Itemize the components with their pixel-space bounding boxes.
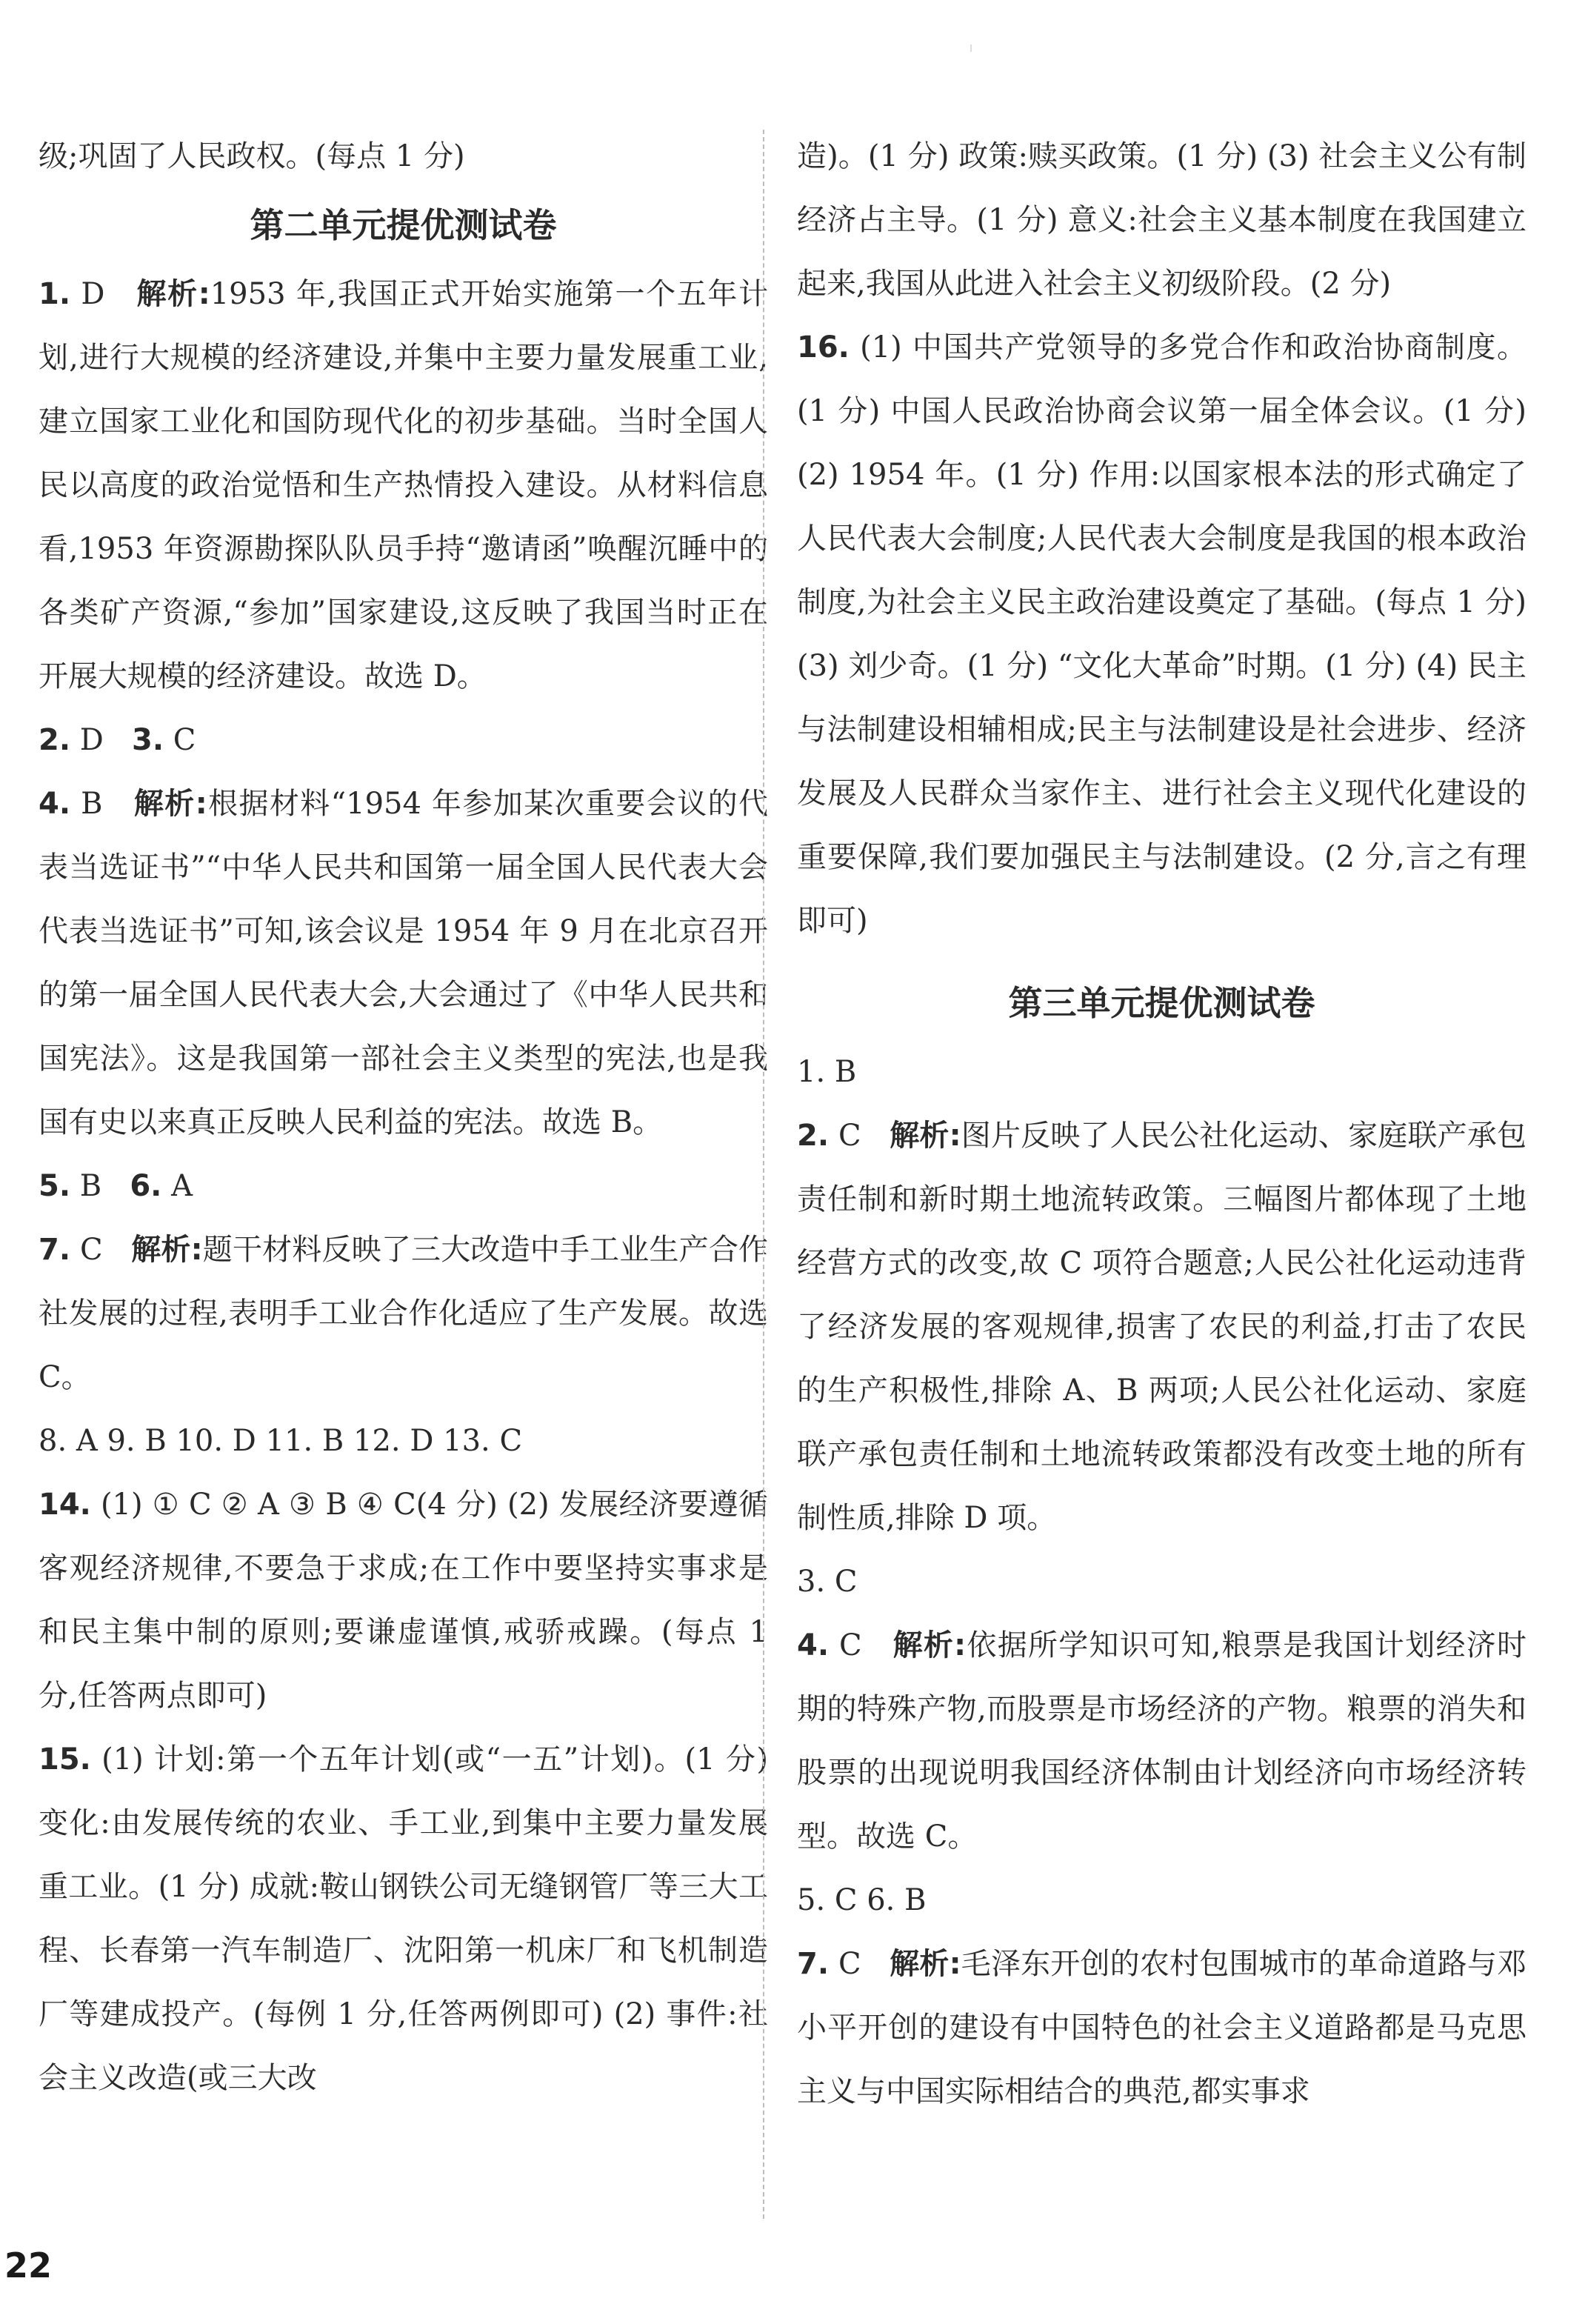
answer-item-15: 15. (1) 计划:第一个五年计划(或“一五”计划)。(1 分) 变化:由发展传统的农业、手工业,到集中主要力量发展重工业。(1 分) 成就:鞍山钢铁公司无缝钢管厂等三大工程、长春第一汽车制造厂、沈阳第一机床厂和飞机制造厂等建成投产。(每例 1 分,任答两例即可) (2) 事件:社会主义改造(或三大改 <box>39 1742 768 2095</box>
answer-item-4: 4. B 解析:根据材料“1954 年参加某次重要会议的代表当选证书”“中华人民共和国第一届全国人民代表大会代表当选证书”可知,该会议是 1954 年 9 月在北京召开的第一届全国人民代表大会,大会通过了《中华人民共和国宪法》。这是我国第一部社会主义类型的宪法,也是我国有史以来真正反映人民利益的宪法。故选 B。 <box>39 787 769 1139</box>
column-divider <box>763 130 764 2219</box>
left-column <box>39 124 768 2110</box>
answer-item-2-3: 2. D 3. C <box>39 723 196 757</box>
right-intro: 造)。(1 分) 政策:赎买政策。(1 分) (3) 社会主义公有制经济占主导。(1 分) 意义:社会主义基本制度在我国建立起来,我国从此进入社会主义初级阶段。(2 分) <box>797 139 1526 301</box>
right-column <box>797 124 1526 2123</box>
top-mark <box>970 44 972 52</box>
page-number: 22 <box>4 2245 53 2285</box>
unit3-answer-item-4: 4. C 解析:依据所学知识可知,粮票是我国计划经济时期的特殊产物,而股票是市场经济的产物。粮票的消失和股票的出现说明我国经济体制由计划经济向市场经济转型。故选 C。 <box>797 1628 1527 1854</box>
answer-item-16: 16. (1) 中国共产党领导的多党合作和政治协商制度。(1 分) 中国人民政治协商会议第一届全体会议。(1 分) (2) 1954 年。(1 分) 作用:以国家根本法的形式确定了人民代表大会制度;人民代表大会制度是我国的根本政治制度,为社会主义民主政治建设奠定了基础。(每点 1 分) (3) 刘少奇。(1 分) “文化大革命”时期。(1 分) (4) 民主与法制建设相辅相成;民主与法制建设是社会进步、经济发展及人民群众当家作主、进行社会主义现代化建设的重要保障,我们要加强民主与法制建设。(2 分,言之有理即可) <box>797 330 1527 938</box>
unit-3-heading: 第三单元提优测试卷 <box>1008 983 1315 1023</box>
answer-item-1: 1. D 解析:1953 年,我国正式开始实施第一个五年计划,进行大规模的经济建设,并集中主要力量发展重工业,建立国家工业化和国防现代化的初步基础。当时全国人民以高度的政治觉悟和生产热情投入建设。从材料信息看,1953 年资源勘探队队员手持“邀请函”唤醒沉睡中的各类矿产资源,“参加”国家建设,这反映了我国当时正在开展大规模的经济建设。故选 D。 <box>39 277 768 693</box>
unit3-answer-item-2: 2. C 解析:图片反映了人民公社化运动、家庭联产承包责任制和新时期土地流转政策。三幅图片都体现了土地经营方式的改变,故 C 项符合题意;人民公社化运动违背了经济发展的客观规律,损害了农民的利益,打击了农民的生产积极性,排除 A、B 两项;人民公社化运动、家庭联产承包责任制和土地流转政策都没有改变土地的所有制性质,排除 D 项。 <box>797 1119 1527 1535</box>
unit3-answer-item-3: 3. C <box>797 1565 858 1599</box>
unit3-answer-item-7: 7. C 解析:毛泽东开创的农村包围城市的革命道路与邓小平开创的建设有中国特色的社会主义道路都是马克思主义与中国实际相结合的典范,都实事求 <box>797 1947 1527 2108</box>
unit3-answer-item-5-6: 5. C 6. B <box>797 1883 927 1917</box>
answer-items-8-13: 8. A 9. B 10. D 11. B 12. D 13. C <box>39 1424 523 1458</box>
answer-item-7: 7. C 解析:题干材料反映了三大改造中手工业生产合作社发展的过程,表明手工业合作化适应了生产发展。故选 C。 <box>39 1233 769 1394</box>
unit-2-heading: 第二单元提优测试卷 <box>250 205 557 245</box>
unit3-answer-item-1: 1. B <box>797 1055 857 1089</box>
answer-item-5-6: 5. B 6. A <box>39 1169 193 1203</box>
left-intro: 级;巩固了人民政权。(每点 1 分) <box>39 139 465 173</box>
answer-item-14: 14. (1) ① C ② A ③ B ④ C(4 分) (2) 发展经济要遵循客观经济规律,不要急于求成;在工作中要坚持实事求是和民主集中制的原则;要谦虚谨慎,戒骄戒躁。(每点 1 分,任答两点即可) <box>39 1488 768 1713</box>
